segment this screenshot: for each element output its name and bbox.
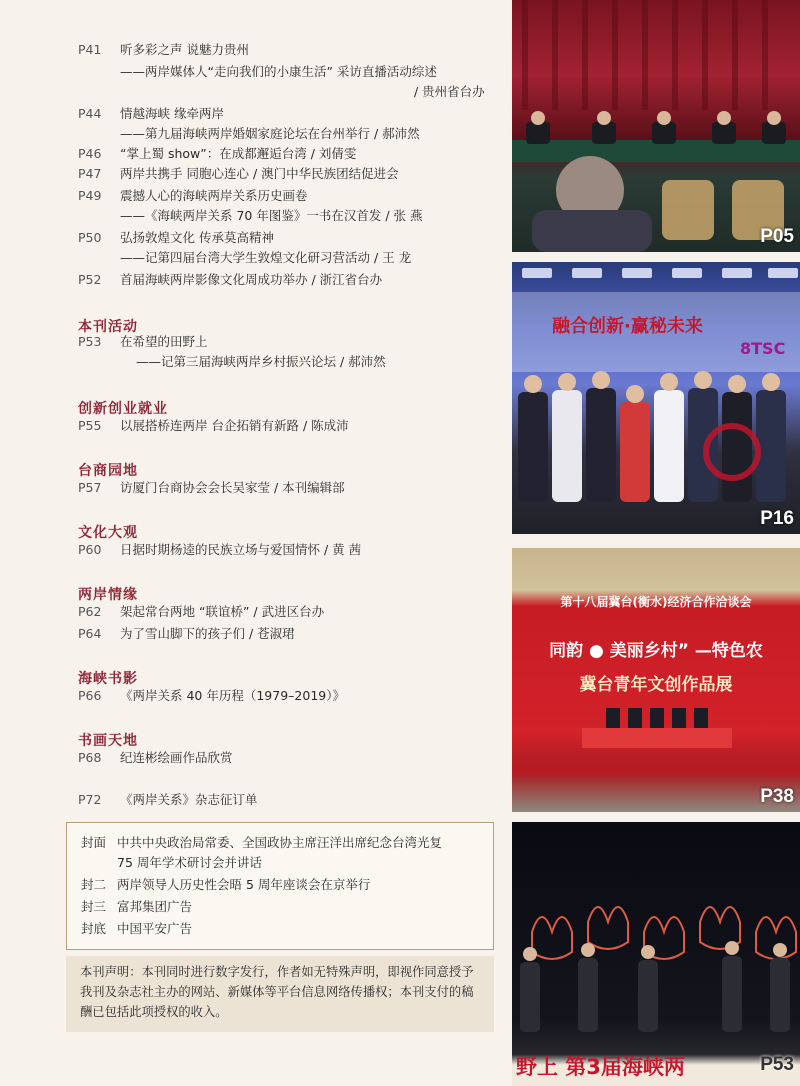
page-ref-label: P53 [760,1054,794,1075]
page-number: P57 [78,480,102,495]
stage-scene-icon [512,548,800,812]
entry-title: 《两岸关系 40 年历程（1979–2019）》 [120,688,345,703]
section-heading: 书画天地 [78,733,138,749]
stage-group-photo[interactable] [512,262,800,534]
page-number: P49 [78,188,102,203]
toc-entry[interactable] [78,106,224,122]
cover-text: 中国平安广告 [117,921,193,936]
toc-entry[interactable] [78,334,208,350]
section-heading: 文化大观 [78,525,138,541]
page-number: P41 [78,42,102,57]
page-ref-label: P38 [760,786,794,807]
copyright-notice: 本刊声明：本刊同时进行数字发行，作者如无特殊声明，即视作同意授予我刊及杂志社主办的网站、新媒体等平台信息网络传播权；本刊支付的稿酬已包括此项授权的收入。 [66,956,494,1032]
toc-entry[interactable] [78,146,356,162]
cover-text: 两岸领导人历史性会晤 5 周年座谈会在京举行 [117,877,371,892]
entry-title: 以展搭桥连两岸 台企拓销有新路 / 陈成沛 [120,418,349,433]
page-number: P55 [78,418,102,433]
toc-entry[interactable] [78,418,349,434]
red-stage-photo[interactable] [512,548,800,812]
entry-title: 日据时期杨逵的民族立场与爱国情怀 / 黄 茜 [120,542,362,557]
entry-title: 两岸共携手 同胞心连心 / 澳门中华民族团结促进会 [120,166,399,181]
entry-title: 在希望的田野上 [120,334,208,349]
entry-title: 听多彩之声 说魅力贵州 [120,42,249,57]
entry-title: 纪连彬绘画作品欣赏 [120,750,233,765]
cover-label: 封面 [81,835,107,850]
toc-entry[interactable] [78,750,233,766]
cover-row [81,899,192,915]
cover-row [81,877,370,893]
toc-entry[interactable] [78,792,258,808]
entry-subtitle: ——《海峡两岸关系 70 年图鉴》一书在汉首发 / 张 燕 [120,208,423,223]
page-number: P64 [78,626,102,641]
toc-entry[interactable] [78,166,399,182]
entry-title: 为了雪山脚下的孩子们 / 苍淑珺 [120,626,295,641]
banner-logo: 8TSC [740,339,786,358]
entry-title: “掌上蜀 show”：在成都邂逅台湾 / 刘倩雯 [120,146,357,161]
cover-label: 封三 [81,899,107,914]
section-heading: 海峡书影 [78,671,138,687]
entry-subtitle: ——第九届海峡两岸婚姻家庭论坛在台州举行 / 郝沛然 [120,126,420,141]
toc-entry[interactable] [78,688,345,704]
toc-entry[interactable] [78,604,324,620]
toc-entry[interactable] [78,188,308,204]
event-title: 第十八届冀台(衡水)经济合作洽谈会 [560,595,752,609]
toc-entry[interactable] [78,626,295,642]
entry-title: 情越海峡 缘牵两岸 [120,106,224,121]
event-line-1: 同韵 ● 美丽乡村” —特色农 [549,641,763,661]
page-number: P72 [78,792,102,807]
section-heading: 两岸情缘 [78,587,138,603]
entry-subtitle: ——记第四届台湾大学生敦煌文化研习营活动 / 王 龙 [120,250,412,265]
cover-row [81,835,442,851]
page-number: P47 [78,166,102,181]
event-line-2: 冀台青年文创作品展 [579,675,733,695]
meeting-photo[interactable] [512,0,800,252]
page-number: P60 [78,542,102,557]
hands-scene-icon [512,822,800,1086]
entry-subtitle: ——记第三届海峡两岸乡村振兴论坛 / 郝沛然 [136,354,386,369]
cover-info-box [66,822,494,950]
toc-entry[interactable] [78,480,345,496]
entry-author: / 贵州省台办 [414,84,485,99]
section-heading: 台商园地 [78,463,138,479]
page-number: P44 [78,106,102,121]
cover-text-continued: 75 周年学术研讨会并讲话 [117,855,262,870]
toc-entry[interactable] [78,230,274,246]
banner-bottom-text: 野上 第3届海峡两 [516,1055,685,1079]
cover-label: 封底 [81,921,107,936]
dark-stage-photo[interactable] [512,822,800,1086]
entry-title: 访厦门台商协会会长吴家莹 / 本刊编辑部 [120,480,345,495]
section-heading: 创新创业就业 [78,401,168,417]
page-number: P52 [78,272,102,287]
cover-text: 富邦集团广告 [117,899,193,914]
cover-row [81,921,192,937]
toc-entry[interactable] [78,42,249,58]
page-number: P46 [78,146,102,161]
entry-title: 震撼人心的海峡两岸关系历史画卷 [120,188,308,203]
group-scene-icon [512,262,800,534]
page-ref-label: P16 [760,508,794,529]
entry-title: 《两岸关系》杂志征订单 [120,792,258,807]
cover-label: 封二 [81,877,107,892]
page-number: P53 [78,334,102,349]
entry-title: 首届海峡两岸影像文化周成功举办 / 浙江省台办 [120,272,383,287]
page-number: P50 [78,230,102,245]
entry-subtitle: ——两岸媒体人“走向我们的小康生活” 采访直播活动综述 [120,64,437,79]
entry-title: 弘扬敦煌文化 传承莫高精神 [120,230,274,245]
page-number: P68 [78,750,102,765]
page-number: P62 [78,604,102,619]
banner-text: 融合创新·赢秘未来 [552,316,703,337]
entry-title: 架起常台两地 “联谊桥” / 武进区台办 [120,604,325,619]
toc-entry[interactable] [78,272,382,288]
photo-column [512,0,800,1086]
page-number: P66 [78,688,102,703]
toc-entry[interactable] [78,542,361,558]
page-ref-label: P05 [760,226,794,247]
cover-text: 中共中央政治局常委、全国政协主席汪洋出席纪念台湾光复 [117,835,443,850]
meeting-scene-icon [512,0,800,252]
section-heading: 本刊活动 [78,319,138,335]
